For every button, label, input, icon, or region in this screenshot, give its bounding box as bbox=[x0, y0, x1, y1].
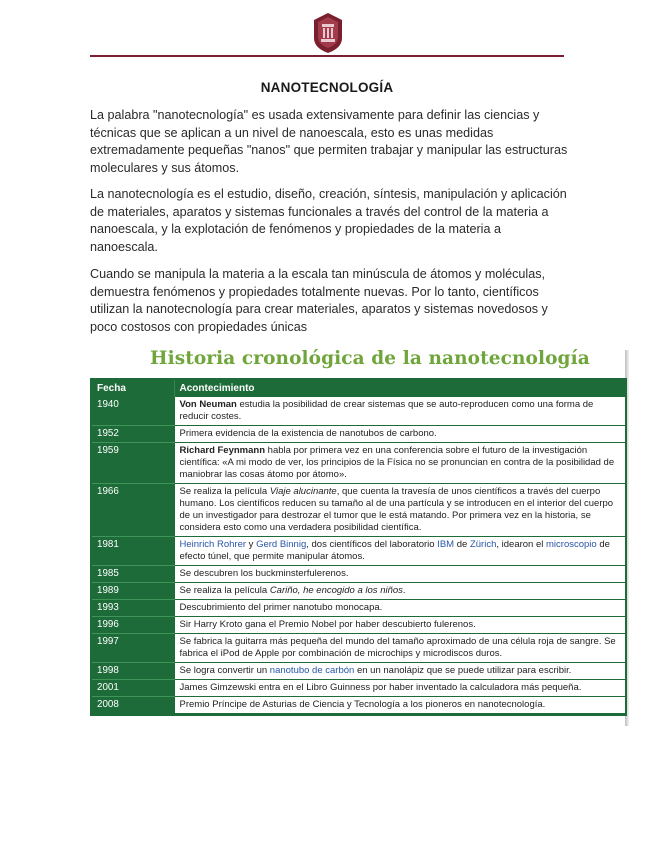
event-text: estudia la posibilidad de crear sistemas que se auto-reproducen como una forma de reducir costes. bbox=[179, 399, 594, 422]
table-row bbox=[92, 600, 625, 617]
paragraph-definition: La palabra "nanotecnología" es usada extensivamente para definir las ciencias y técnicas que se aplican a un nivel de nanoescala, esto es unas medidas extremadamente pequeñas "nanos" que permiten trabajar y manipular las estructuras moleculares y sus átomos. bbox=[90, 108, 568, 175]
event-text: Se fabrica la guitarra más pequeña del mundo del tamaño aproximado de una célula roja de sangre. Se fabrica el iPod de Apple por combinación de microchips y microdiscos duros. bbox=[179, 636, 616, 659]
table-row bbox=[92, 426, 625, 443]
event-text: Richard Feynmann bbox=[179, 445, 266, 456]
header-year: Fecha bbox=[92, 380, 174, 397]
table-row bbox=[92, 566, 625, 583]
event-text: en un nanolápiz que se puede utilizar para escribir. bbox=[354, 665, 572, 676]
table-row bbox=[92, 443, 625, 484]
paragraph-properties: Cuando se manipula la materia a la escala tan minúscula de átomos y moléculas, demuestra fenómenos y propiedades totalmente nuevas. Por lo tanto, científicos utilizan la nanotecnología para crear materiales, aparatos y sistemas novedosos y poco costosos con propiedades únicas bbox=[90, 267, 548, 334]
row-year: 1981 bbox=[92, 537, 174, 566]
table-header-row bbox=[92, 380, 625, 397]
table-body bbox=[92, 397, 625, 714]
row-year: 1985 bbox=[92, 566, 174, 583]
row-event bbox=[174, 617, 625, 634]
row-event bbox=[174, 426, 625, 443]
row-event bbox=[174, 680, 625, 697]
event-text: Premio Príncipe de Asturias de Ciencia y Tecnología a los pioneros en nanotecnología. bbox=[179, 699, 546, 710]
row-event bbox=[174, 697, 625, 714]
table-row bbox=[92, 484, 625, 537]
institution-seal-icon bbox=[311, 12, 345, 54]
table-row bbox=[92, 537, 625, 566]
table-row bbox=[92, 663, 625, 680]
event-link[interactable]: Heinrich Rohrer bbox=[179, 539, 247, 550]
history-title: Historia cronológica de la nanotecnología bbox=[150, 348, 590, 369]
event-text: . bbox=[402, 585, 406, 596]
row-year: 1959 bbox=[92, 443, 174, 484]
event-text: Cariño, he encogido a los niños bbox=[269, 585, 403, 596]
event-text: Primera evidencia de la existencia de nanotubos de carbono. bbox=[179, 428, 437, 439]
event-text: Se realiza la película bbox=[179, 486, 270, 497]
row-year: 2008 bbox=[92, 697, 174, 714]
row-event bbox=[174, 600, 625, 617]
row-year: 1998 bbox=[92, 663, 174, 680]
header-event: Acontecimiento bbox=[174, 380, 625, 397]
paragraph-study: La nanotecnología es el estudio, diseño, creación, síntesis, manipulación y aplicación de materiales, aparatos y sistemas funcionales a través del control de la materia a nanoescala, y la explotación de fenómenos y propiedades de la materia a nanoescala. bbox=[90, 187, 567, 254]
row-event bbox=[174, 663, 625, 680]
event-link[interactable]: microscopio bbox=[546, 539, 597, 550]
event-text: Se logra convertir un bbox=[179, 665, 270, 676]
row-event bbox=[174, 566, 625, 583]
table-row bbox=[92, 617, 625, 634]
event-link[interactable]: Zürich bbox=[469, 539, 497, 550]
row-event bbox=[174, 484, 625, 537]
event-link[interactable]: nanotubo de carbón bbox=[269, 665, 355, 676]
table-row bbox=[92, 680, 625, 697]
row-year: 1997 bbox=[92, 634, 174, 663]
event-text: , que cuenta la travesía de unos científicos a través del cuerpo humano. Los científicos reducen su tamaño al de una partícula y se introducen en el interior del cuerpo de un investigador para destrozar el tumor que le está matando. Por primera vez en la historia, se considera esto como una verdadera posibilidad científica. bbox=[179, 486, 614, 533]
row-year: 1989 bbox=[92, 583, 174, 600]
event-text: Se realiza la película bbox=[179, 585, 270, 596]
history-table bbox=[90, 378, 627, 716]
document-title: NANOTECNOLOGÍA bbox=[260, 80, 394, 95]
event-text: Viaje alucinante bbox=[269, 486, 337, 497]
event-text: , idearon el bbox=[496, 539, 547, 550]
event-text: de efecto túnel, que permite manipular átomos. bbox=[179, 539, 610, 562]
row-year: 1993 bbox=[92, 600, 174, 617]
table-row bbox=[92, 397, 625, 426]
row-event bbox=[174, 443, 625, 484]
table-row bbox=[92, 634, 625, 663]
row-year: 2001 bbox=[92, 680, 174, 697]
event-text: Sir Harry Kroto gana el Premio Nobel por haber descubierto fulerenos. bbox=[179, 619, 476, 630]
event-text: de bbox=[454, 539, 470, 550]
row-year: 1940 bbox=[92, 397, 174, 426]
row-year: 1952 bbox=[92, 426, 174, 443]
header-divider bbox=[90, 55, 564, 57]
event-text: Von Neuman bbox=[179, 399, 237, 410]
event-text: James Gimzewski entra en el Libro Guinness por haber inventado la calculadora más pequeña. bbox=[179, 682, 582, 693]
event-text: , dos científicos del laboratorio bbox=[306, 539, 438, 550]
row-event bbox=[174, 583, 625, 600]
event-text: y bbox=[246, 539, 257, 550]
row-event bbox=[174, 397, 625, 426]
row-event bbox=[174, 537, 625, 566]
row-year: 1996 bbox=[92, 617, 174, 634]
event-link[interactable]: Gerd Binnig bbox=[256, 539, 307, 550]
row-event bbox=[174, 634, 625, 663]
event-link[interactable]: IBM bbox=[437, 539, 455, 550]
event-text: Se descubren los buckminsterfulerenos. bbox=[179, 568, 349, 579]
event-text: Descubrimiento del primer nanotubo monocapa. bbox=[179, 602, 383, 613]
table-row bbox=[92, 697, 625, 714]
row-year: 1966 bbox=[92, 484, 174, 537]
table-row bbox=[92, 583, 625, 600]
event-text: habla por primera vez en una conferencia sobre el futuro de la investigación científica: «A mi modo de ver, los principios de la Física no se pronuncian en contra de la posibilidad de maniobrar las cosas átomo por átomo». bbox=[179, 445, 615, 480]
